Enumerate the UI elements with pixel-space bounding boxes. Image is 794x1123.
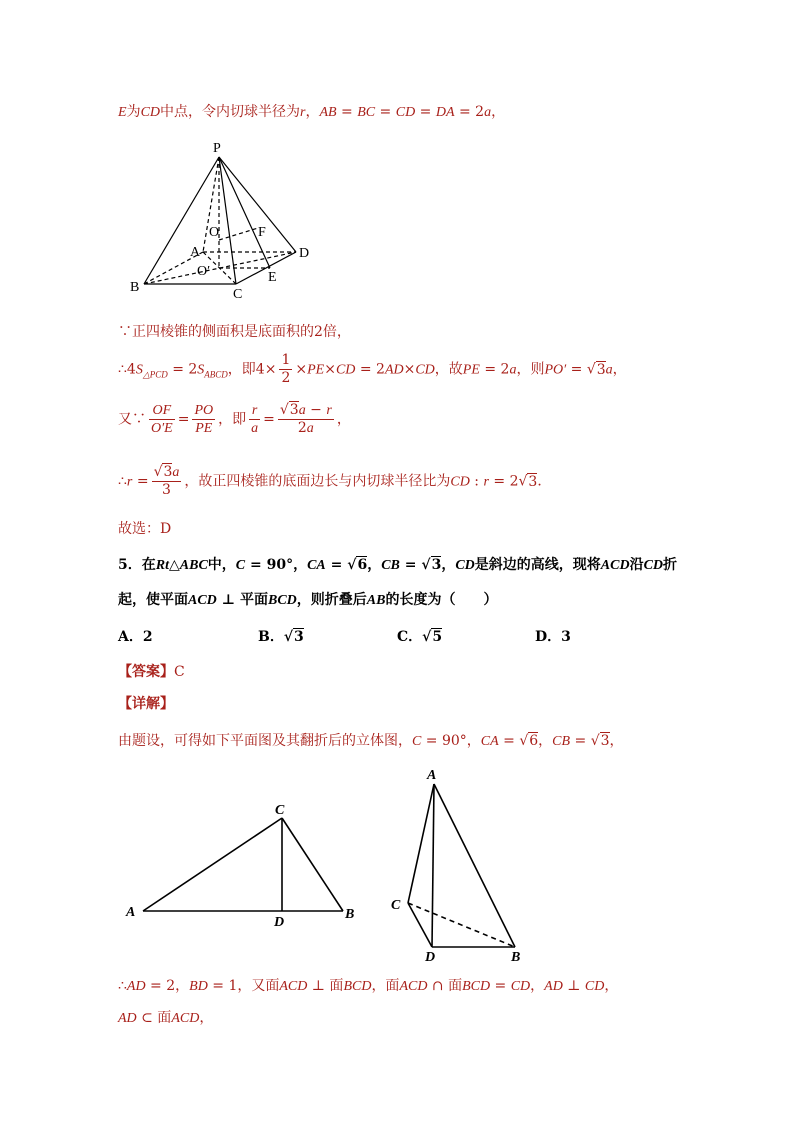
edge-CB [408,903,515,947]
label-E: E [268,270,277,285]
intro-line-1: E为CD中点，令内切球半径为r，AB = BC = CD = DA = 2a， [118,104,506,120]
answer-tag: 【答案】 [118,664,174,680]
label-A: A [427,768,437,783]
edge-AB [434,784,515,947]
edge-CD [408,903,432,947]
label-C: C [275,803,285,818]
intro-line-4: 又∵ $\frac{OF}{O'E}$ = $\frac{PO}{PE}$ ，即 $\frac{r}{a}$ = $\frac{√3a - r}{2a}$ ， [118,402,351,436]
intro-line-3: $\therefore 4S_{\triangle PCD} = 2S_{ABCD}$，即4× $\frac{1}{2}$ ×PE×CD = 2AD×CD，故PE = 2a，则PO′ = √3a， [118,352,627,386]
label-O-prime: O′ [197,264,211,279]
label-A: A [126,905,136,920]
detail-line: 由题设，可得如下平面图及其翻折后的立体图，C = 90°，CA = √6，CB = √3， [118,733,624,749]
intro-line-5: ∴r = $\frac{√3a}{3}$ ，故正四棱锥的底面边长与内切球半径比为CD : r = 2√3． [118,464,552,498]
label-C: C [391,898,401,913]
label-A: A [190,245,201,260]
after-line-2: AD ⊂ 面ACD， [118,1010,214,1026]
label-D: D [274,915,285,930]
label-B: B [511,950,521,965]
label-D: D [299,246,310,261]
detail-tag: 【详解】 [118,696,174,712]
intro-line-6: 故选：D [118,521,172,537]
label-P: P [213,141,221,156]
intro-line-2: ∵正四棱锥的侧面积是底面积的2倍， [118,324,351,340]
choice-d[interactable]: D．3 [535,629,571,645]
choice-c[interactable]: C．√5 [397,629,443,645]
edge-AC [408,784,434,903]
after-line-1: ∴AD = 2，BD = 1，又面ACD ⊥ 面BCD，面ACD ∩ 面BCD = CD，AD ⊥ CD， [118,978,619,994]
choice-a[interactable]: A．2 [118,629,153,645]
label-B: B [130,280,140,295]
q5-stem-line-2: 起，使平面ACD ⊥ 平面BCD，则折叠后AB的长度为（ ） [118,592,498,608]
choice-b[interactable]: B．√3 [258,629,304,645]
edge-AD [432,784,434,947]
label-D: D [425,950,436,965]
label-C: C [233,287,243,302]
q5-stem-line-1: 5．在Rt△ABC中，C = 90°，CA = √6，CB = √3，CD是斜边的高线，现将ACD沿CD折 [118,557,678,573]
answer-value: C [174,664,185,680]
label-B: B [345,907,355,922]
label-O: O [209,225,220,240]
label-F: F [258,225,266,240]
